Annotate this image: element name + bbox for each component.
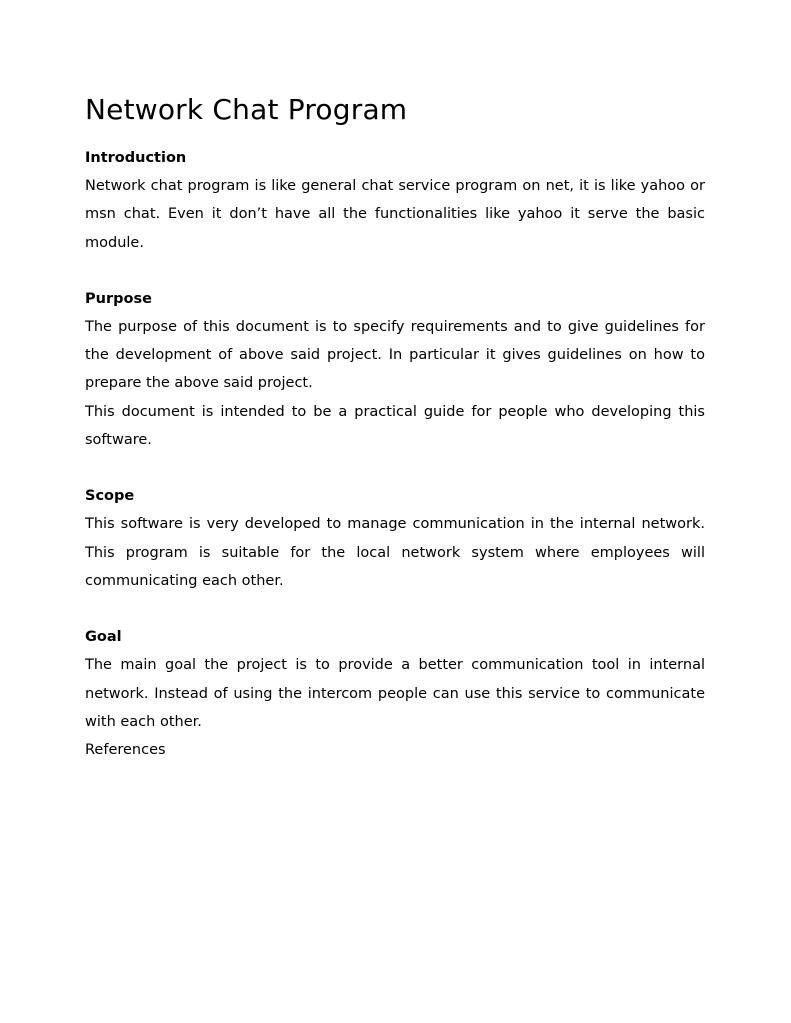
document-title: Network Chat Program bbox=[85, 93, 408, 126]
section-heading: Purpose bbox=[85, 290, 152, 307]
section-heading: Scope bbox=[85, 488, 135, 505]
section-scope bbox=[85, 482, 705, 595]
section-paragraph: Network chat program is like general chat service program on net, it is like yahoo or msn chat. Even it don’t have all the functionalities like yahoo it serve the basic module. bbox=[85, 178, 705, 251]
section-paragraph: This software is very developed to manage communication in the internal network. This program is suitable for the local network system where employees will communicating each other. bbox=[85, 516, 705, 589]
references-label: References bbox=[85, 742, 166, 759]
section-purpose bbox=[85, 285, 705, 454]
section-goal bbox=[85, 623, 705, 736]
section-paragraph: The purpose of this document is to specify requirements and to give guidelines for the development of above said project. In particular it gives guidelines on how to prepare the above said project. bbox=[85, 318, 705, 392]
section-heading: Introduction bbox=[85, 150, 187, 166]
section-introduction bbox=[85, 144, 705, 257]
section-paragraph: The main goal the project is to provide a better communication tool in internal network. Instead of using the intercom people can use this service to communicate with each other. bbox=[85, 657, 705, 730]
document-page bbox=[85, 90, 705, 764]
section-heading: Goal bbox=[85, 629, 122, 646]
section-paragraph: This document is intended to be a practical guide for people who developing this software. bbox=[85, 403, 705, 449]
